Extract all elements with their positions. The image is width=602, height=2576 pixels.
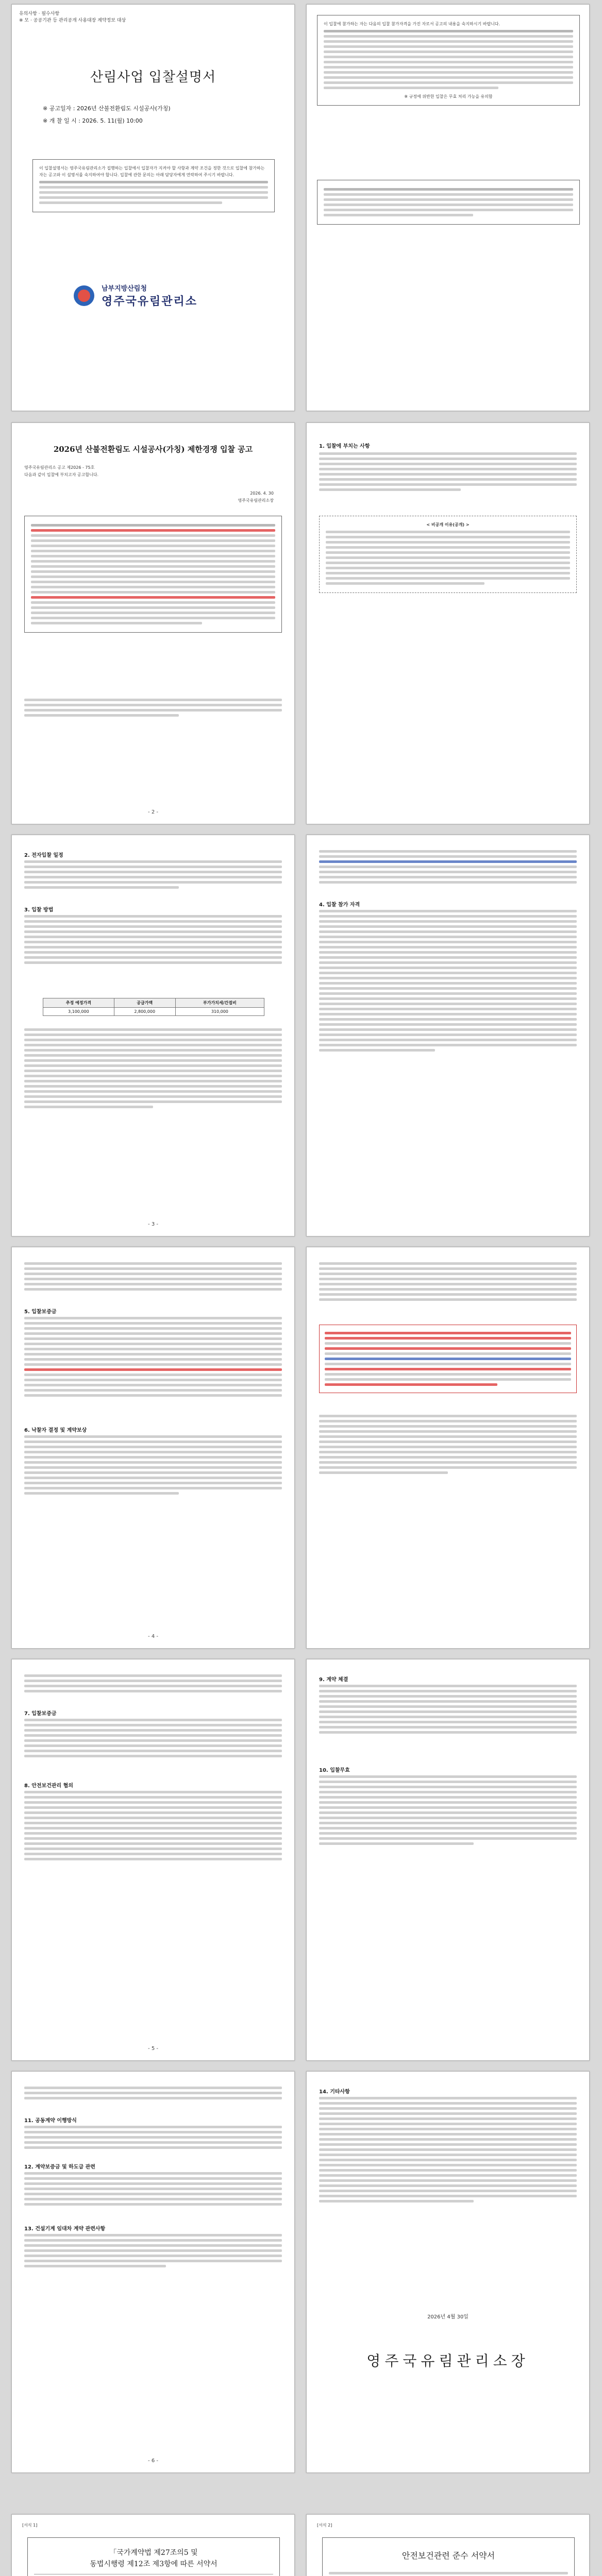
section-2-lines xyxy=(24,858,282,891)
page-1 xyxy=(11,4,295,411)
page-3-right xyxy=(306,835,590,1236)
pledge-form-2 xyxy=(322,2537,575,2576)
section-1-lines xyxy=(319,450,577,494)
section-8-lines xyxy=(24,1788,282,1863)
page-number: - 2 - xyxy=(148,809,158,815)
announcement-date: 2026. 4. 30 xyxy=(250,491,274,496)
section-3b-lines xyxy=(24,1026,282,1111)
org-name-big: 영주국유림관리소 xyxy=(102,295,198,308)
section-heading-10: 10. 입찰무효 xyxy=(319,1768,350,1773)
form-page-2 xyxy=(306,2514,590,2576)
intro-box xyxy=(32,159,275,212)
header-tag-2: ※ 모 · 공공기관 등 관리공개 사용대장 계약정보 대상 xyxy=(19,18,126,23)
section-4-lines xyxy=(319,907,577,1054)
form-tag: [서식 2] xyxy=(317,2523,332,2528)
form-title-line-1: 「국가계약법 제27조의5 및 xyxy=(109,2549,198,2557)
section-heading-2: 2. 전자입찰 일정 xyxy=(24,853,63,858)
section-10-lines xyxy=(319,1773,577,1848)
participation-box-title: 이 입찰에 참가하는 자는 다음의 입찰 참가자격을 가진 자로서 공고의 내용을 숙지하시기 바랍니다. xyxy=(324,22,500,26)
table-cell: 3,100,000 xyxy=(43,1008,114,1016)
page-4-right-lines-2 xyxy=(319,1412,577,1477)
signing-authority: 영주국유림관리소장 xyxy=(366,2352,529,2369)
pledge-form-1 xyxy=(27,2537,280,2576)
intro-paragraph: 이 입찰설명서는 영주국유림관리소가 집행하는 입찰에서 입찰자가 지켜야 할 사항과 계약 조건을 정한 것으로 입찰에 참가하는 자는 공고와 이 설명서를 숙지하여야 합니다. 입찰에 관한 문의는 아래 담당자에게 연락하여 주시기 바랍니다. xyxy=(39,166,265,177)
safety-form-body-lines xyxy=(329,2572,568,2576)
sign-date: 2026년 4월 30일 xyxy=(427,2314,469,2320)
notice-warning-box xyxy=(24,516,282,633)
table-header: 공급가액 xyxy=(114,998,175,1008)
page-6-right xyxy=(306,2071,590,2473)
section-9-lines xyxy=(319,1682,577,1736)
header-tags xyxy=(19,11,126,24)
section-heading-8: 8. 안전보건관리 협의 xyxy=(24,1783,73,1789)
notice-title: 2026년 산불전환림도 시설공사(가칭) 제한경쟁 입찰 공고 xyxy=(53,445,253,454)
notice-body-lines xyxy=(24,696,282,719)
org-logo-block xyxy=(74,283,197,309)
table-cell: 2,800,000 xyxy=(114,1008,175,1016)
section-heading-11: 11. 공동계약 이행방식 xyxy=(24,2118,77,2124)
page-3-right-lines xyxy=(319,848,577,886)
section-heading-14: 14. 기타사항 xyxy=(319,2089,350,2095)
page-2-right xyxy=(306,422,590,824)
section-heading-6: 6. 낙찰자 결정 및 계약보상 xyxy=(24,1428,87,1433)
page-5-top-lines xyxy=(24,1672,282,1695)
announcement-org: 영주국유림관리소장 xyxy=(238,498,274,503)
page-number: - 3 - xyxy=(148,1222,158,1227)
page-4-right xyxy=(306,1247,590,1649)
section-heading-5: 5. 입찰보증금 xyxy=(24,1309,57,1315)
info-line-2: ※ 개 찰 일 시 : 2026. 5. 11(월) 10:00 xyxy=(43,117,143,124)
document-title: 산림사업 입찰설명서 xyxy=(90,70,216,85)
section-11-lines xyxy=(24,2123,282,2151)
page-1-right xyxy=(306,4,590,411)
section-13-lines xyxy=(24,2231,282,2270)
table-header: 부가가치세/간접비 xyxy=(175,998,264,1008)
form-page-1 xyxy=(11,2514,295,2576)
safety-form-title: 안전보건관련 준수 서약서 xyxy=(402,2551,495,2561)
estimate-table xyxy=(43,998,264,1016)
page-number: - 4 - xyxy=(148,1634,158,1639)
page-number: - 6 - xyxy=(148,2458,158,2464)
non-disclosure-heading: < 비공개 이유(공개) > xyxy=(426,522,470,527)
page-4-right-lines xyxy=(319,1260,577,1303)
section-heading-4: 4. 입찰 참가 자격 xyxy=(319,902,360,908)
announcement-subtitle: 다음과 같이 입찰에 부치고자 공고합니다. xyxy=(24,472,99,477)
page-4 xyxy=(11,1247,295,1649)
section-14-lines xyxy=(319,2094,577,2205)
page-number: - 5 - xyxy=(148,2046,158,2052)
forest-service-logo-icon xyxy=(74,285,94,306)
section-heading-7: 7. 입찰보증금 xyxy=(24,1711,57,1717)
section-heading-3: 3. 입찰 방법 xyxy=(24,907,54,913)
section-12-lines xyxy=(24,2170,282,2208)
announcement-number: 영주국유림관리소 공고 제2026 - 75호 xyxy=(24,465,95,470)
section-heading-9: 9. 계약 체결 xyxy=(319,1677,348,1683)
page-4-top-lines xyxy=(24,1260,282,1293)
notice-box xyxy=(317,180,580,225)
section-6-lines xyxy=(24,1433,282,1497)
page-3 xyxy=(11,835,295,1236)
page-6-top-lines xyxy=(24,2084,282,2102)
section-7-lines xyxy=(24,1716,282,1760)
section-heading-12: 12. 계약보증금 및 하도급 관련 xyxy=(24,2164,95,2170)
page-5-right xyxy=(306,1659,590,2061)
section-3-lines xyxy=(24,912,282,967)
page-2 xyxy=(11,422,295,824)
table-header: 추정 예정가격 xyxy=(43,998,114,1008)
header-tag-1: 유의사항 · 필수사항 xyxy=(19,11,60,16)
form-title-line-2: 동법시행령 제12조 제3항에 따른 서약서 xyxy=(34,2558,273,2574)
section-heading-1: 1. 입찰에 부치는 사항 xyxy=(319,444,370,449)
org-name-small: 남부지방산림청 xyxy=(102,285,147,293)
participation-box-note: ※ 규정에 위반한 입찰은 무효 처리 가능을 유의함 xyxy=(404,94,493,99)
section-heading-13: 13. 건설기계 임대차 계약 관련사항 xyxy=(24,2226,106,2232)
form-tag: [서식 1] xyxy=(22,2523,38,2528)
table-cell: 310,000 xyxy=(175,1008,264,1016)
page-5 xyxy=(11,1659,295,2061)
page-6 xyxy=(11,2071,295,2473)
section-5-lines xyxy=(24,1314,282,1399)
info-line-1: ※ 공고일자 : 2026년 산불전환림도 시설공사(가칭) xyxy=(43,105,171,112)
highlight-warning-box xyxy=(319,1325,577,1393)
participation-box xyxy=(317,15,580,106)
non-disclosure-box xyxy=(319,516,577,593)
